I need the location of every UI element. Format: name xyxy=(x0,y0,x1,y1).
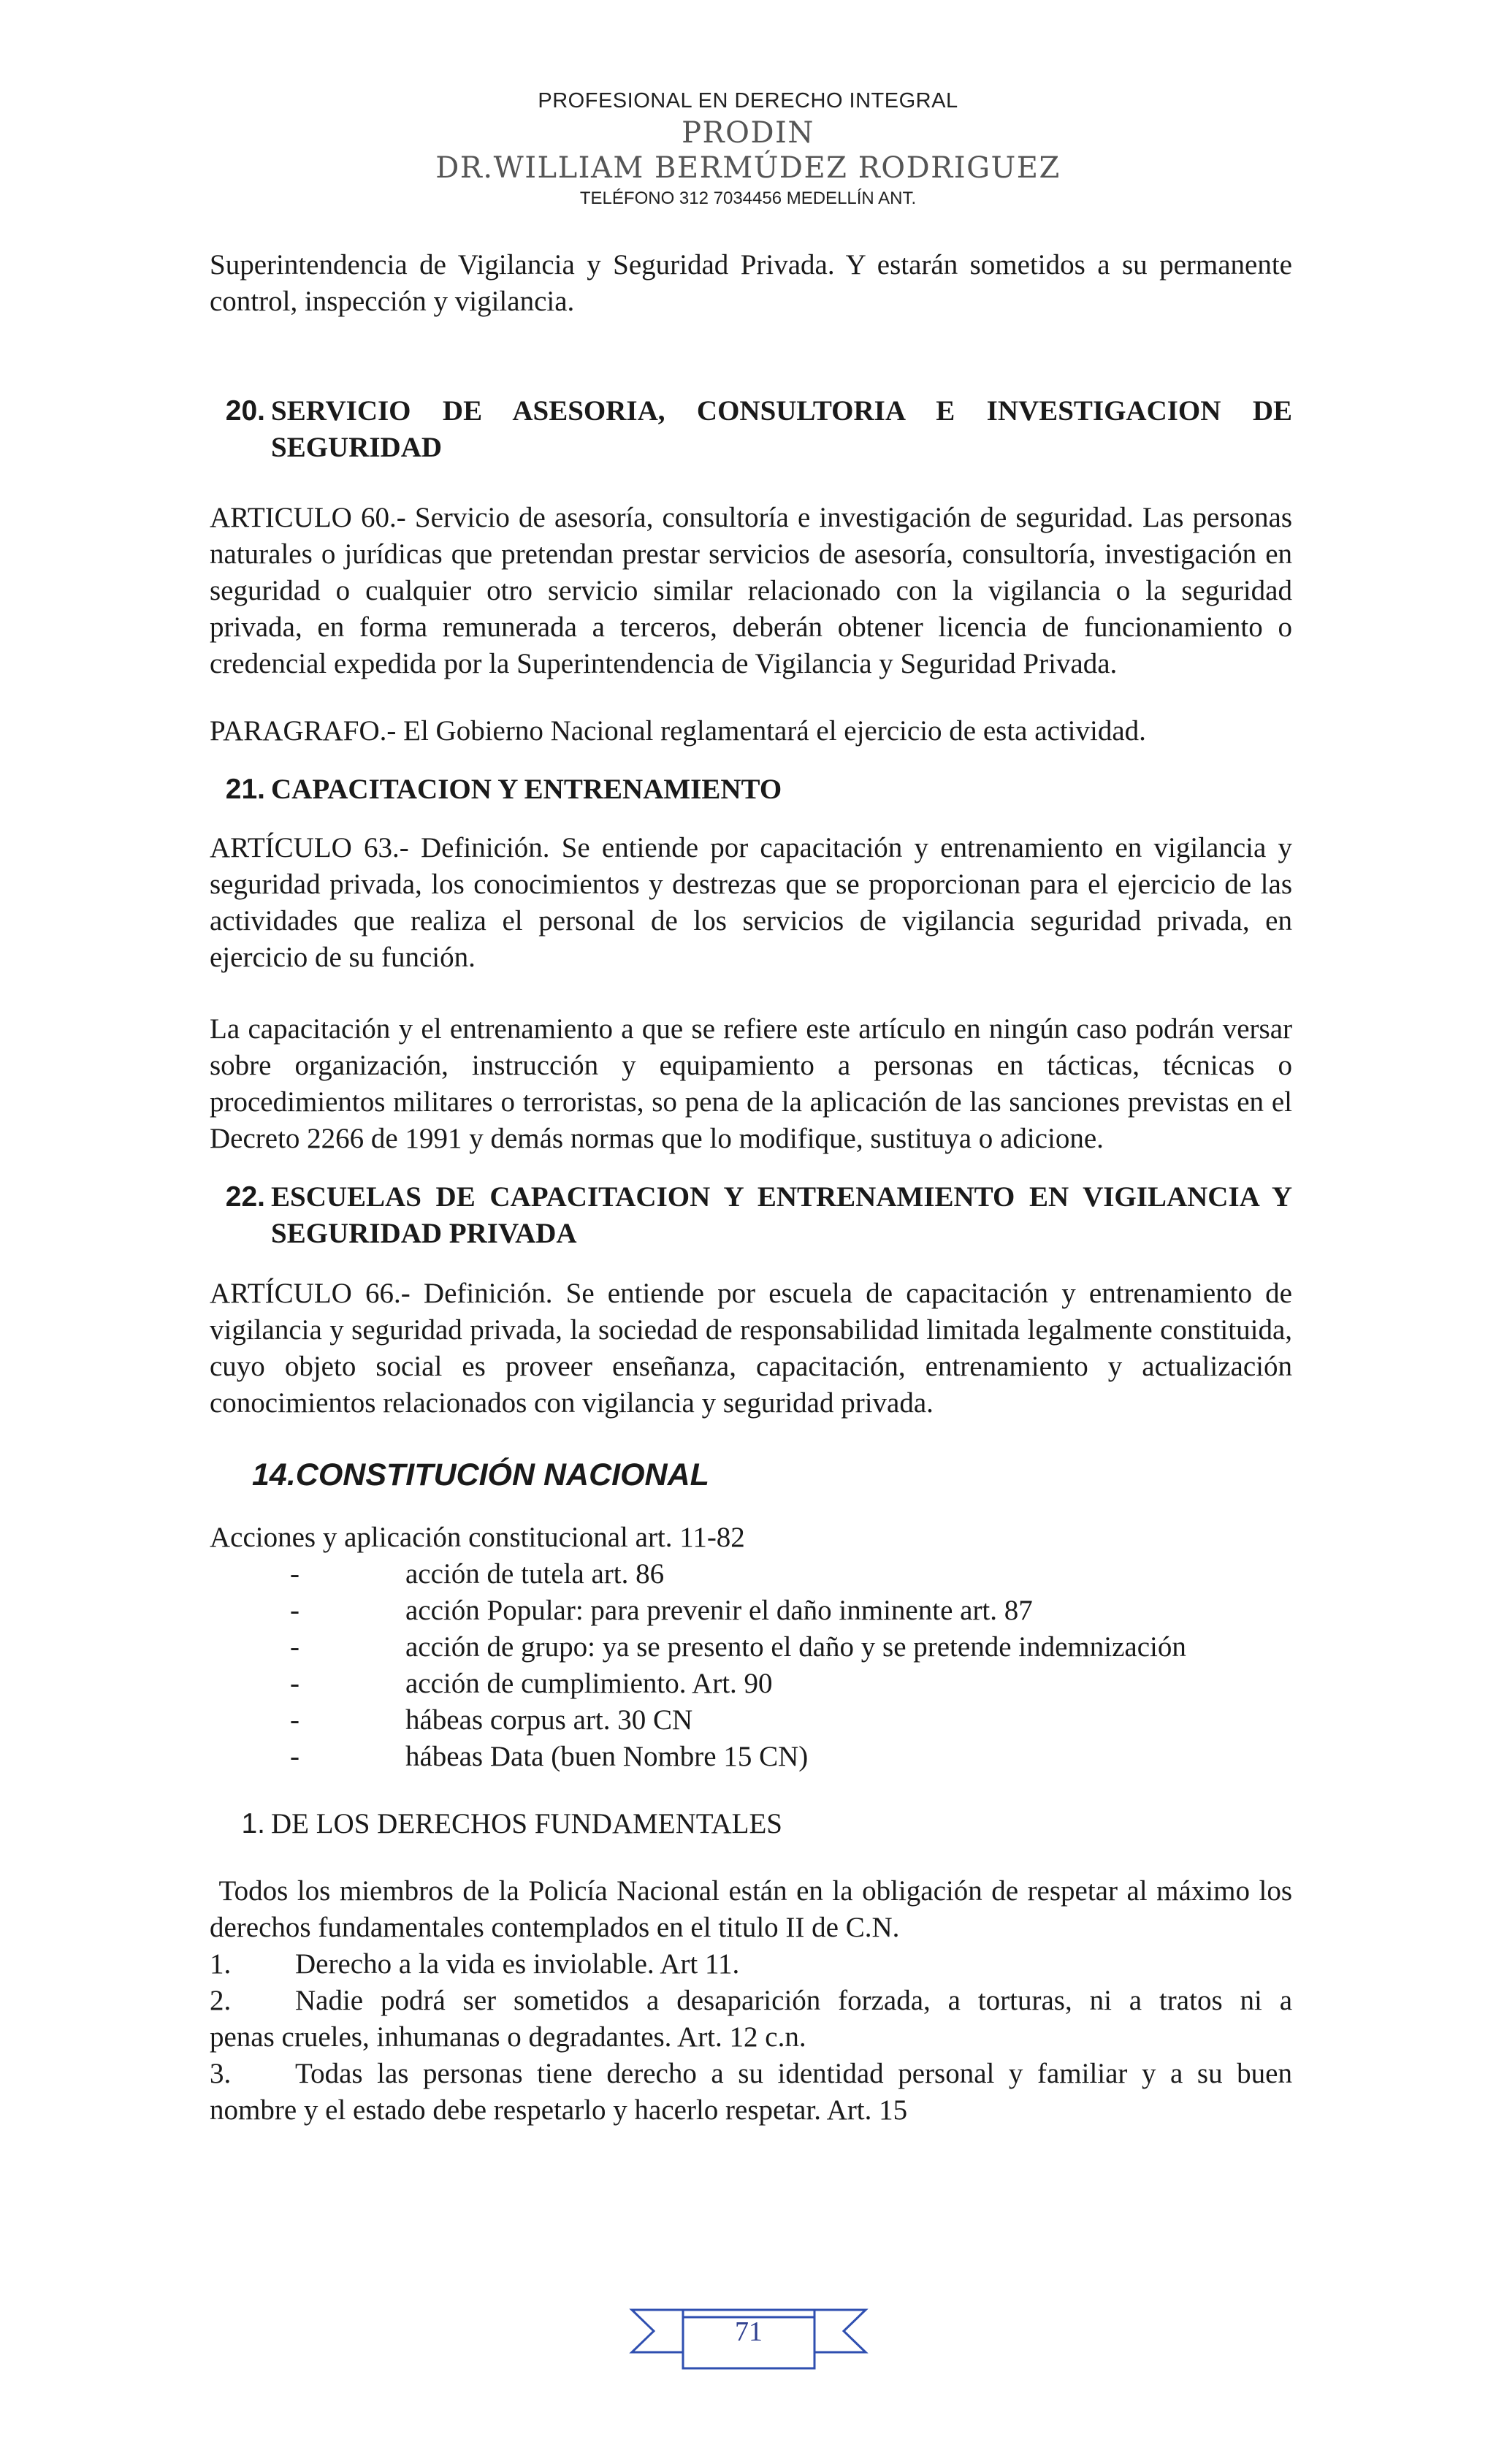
section-21-heading xyxy=(210,771,1292,808)
list-item-text: acción de grupo: ya se presento el daño y se pretende indemnización xyxy=(405,1631,1186,1663)
list-item xyxy=(210,2056,1292,2129)
section-title: ESCUELAS DE CAPACITACION Y ENTRENAMIENTO EN VIGILANCIA Y SEGURIDAD PRIVADA xyxy=(271,1181,1292,1249)
page-footer xyxy=(625,2301,873,2381)
item-number: 3. xyxy=(210,2058,232,2089)
section-22-heading xyxy=(210,1179,1292,1252)
list-item xyxy=(210,1702,1292,1739)
section-title: DE LOS DERECHOS FUNDAMENTALES xyxy=(271,1808,782,1839)
item-text-continuation: nombre y el estado debe respetarlo y hacerlo respetar. Art. 15 xyxy=(210,2094,908,2126)
item-text: Todas las personas tiene derecho a su identidad personal y familiar y a su buen xyxy=(295,2058,1292,2089)
item-number: 2. xyxy=(210,1985,232,2016)
dash-bullet: - xyxy=(290,1741,299,1772)
list-item xyxy=(210,1629,1292,1666)
article-63: ARTÍCULO 63.- Definición. Se entiende por capacitación y entrenamiento en vigilancia y seguridad privada, los conocimientos y destrezas que se proporcionan para el ejercicio de las actividades que realiza el personal de los servicios de vigilancia seguridad privada, en ejercicio de su función. xyxy=(210,832,1292,973)
list-item xyxy=(210,1739,1292,1775)
section-title: CAPACITACION Y ENTRENAMIENTO xyxy=(271,774,782,805)
section-14-heading: 14.CONSTITUCIÓN NACIONAL xyxy=(252,1457,709,1492)
item-text-continuation: penas crueles, inhumanas o degradantes. Art. 12 c.n. xyxy=(210,2021,806,2053)
section-1-heading xyxy=(210,1806,1292,1842)
dash-bullet: - xyxy=(290,1631,299,1663)
list-item xyxy=(210,1556,1292,1593)
intro-paragraph: Superintendencia de Vigilancia y Seguridad Privada. Y estarán sometidos a su permanente control, inspección y vigilancia. xyxy=(210,249,1292,317)
list-item xyxy=(210,1593,1292,1629)
header-line-1: PROFESIONAL EN DERECHO INTEGRAL xyxy=(538,89,958,112)
dash-bullet: - xyxy=(290,1668,299,1699)
item-number: 1. xyxy=(210,1948,232,1980)
list-item-text: acción de tutela art. 86 xyxy=(405,1558,665,1590)
header-line-2: PRODIN xyxy=(682,116,814,150)
list-item-text: hábeas corpus art. 30 CN xyxy=(405,1704,693,1736)
acciones-lead: Acciones y aplicación constitucional art. 11-82 xyxy=(210,1522,745,1553)
list-item-text: hábeas Data (buen Nombre 15 CN) xyxy=(405,1741,809,1772)
dash-bullet: - xyxy=(290,1558,299,1590)
section-number: 22. xyxy=(225,1181,265,1213)
page-number: 71 xyxy=(735,2316,763,2347)
derechos-list xyxy=(210,1946,1292,2129)
page-header xyxy=(0,86,1496,212)
item-text: Derecho a la vida es inviolable. Art 11. xyxy=(295,1948,740,1980)
section-number: 21. xyxy=(225,774,265,805)
list-item-text: acción de cumplimiento. Art. 90 xyxy=(405,1668,773,1699)
list-item xyxy=(210,1946,1292,1983)
list-item-text: acción Popular: para prevenir el daño inminente art. 87 xyxy=(405,1595,1033,1626)
acciones-list xyxy=(210,1556,1292,1775)
list-item xyxy=(210,1983,1292,2056)
article-60: ARTICULO 60.- Servicio de asesoría, consultoría e investigación de seguridad. Las personas naturales o jurídicas que pretendan prestar servicios de asesoría, consultoría, investigación en seguridad o cualquier otro servicio similar relacionado con la vigilancia o la seguridad privada, en forma remunerada a terceros, deberán obtener licencia de funcionamiento o credencial expedida por la Superintendencia de Vigilancia y Seguridad Privada. xyxy=(210,502,1292,679)
dash-bullet: - xyxy=(290,1595,299,1626)
section-20-heading xyxy=(210,393,1292,466)
article-63-paragraph: La capacitación y el entrenamiento a que se refiere este artículo en ningún caso podrán versar sobre organización, instrucción y equipamiento a personas en tácticas, técnicas o procedimientos militares o terroristas, so pena de la aplicación de las sanciones previstas en el Decreto 2266 de 1991 y demás normas que lo modifique, sustituya o adicione. xyxy=(210,1013,1292,1154)
section-title: SERVICIO DE ASESORIA, CONSULTORIA E INVESTIGACION DE SEGURIDAD xyxy=(271,395,1292,463)
derechos-intro: Todos los miembros de la Policía Nacional están en la obligación de respetar al máximo los derechos fundamentales contemplados en el titulo II de C.N. xyxy=(210,1875,1300,1943)
header-line-4: TELÉFONO 312 7034456 MEDELLÍN ANT. xyxy=(579,188,917,208)
header-line-3: DR.WILLIAM BERMÚDEZ RODRIGUEZ xyxy=(435,151,1061,185)
item-text: Nadie podrá ser sometidos a desaparición forzada, a torturas, ni a tratos ni a xyxy=(295,1985,1292,2016)
page-content xyxy=(210,247,1300,2129)
section-number: 20. xyxy=(225,395,265,427)
list-item xyxy=(210,1666,1292,1702)
article-66: ARTÍCULO 66.- Definición. Se entiende por escuela de capacitación y entrenamiento de vigilancia y seguridad privada, la sociedad de responsabilidad limitada legalmente constituida, cuyo objeto social es proveer enseñanza, capacitación, entrenamiento y actualización conocimientos relacionados con vigilancia y seguridad privada. xyxy=(210,1278,1292,1419)
paragrafo: PARAGRAFO.- El Gobierno Nacional reglamentará el ejercicio de esta actividad. xyxy=(210,715,1146,747)
section-number: 1. xyxy=(241,1808,265,1839)
dash-bullet: - xyxy=(290,1704,299,1736)
